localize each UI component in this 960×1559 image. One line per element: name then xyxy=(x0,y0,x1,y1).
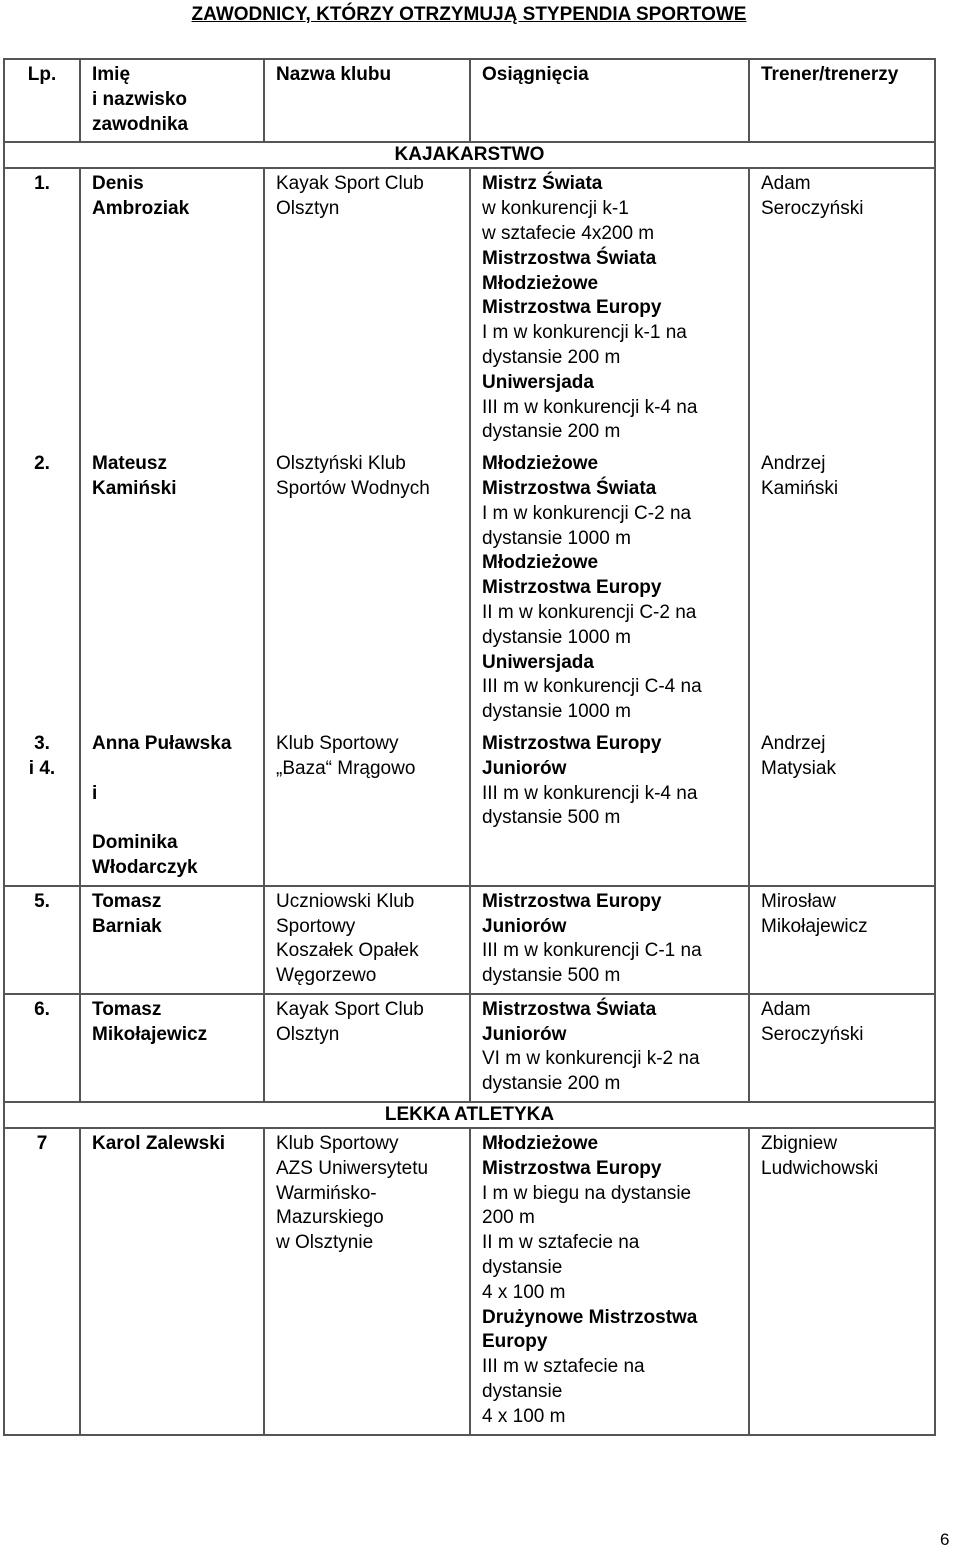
cell-lp xyxy=(4,886,80,994)
header-name xyxy=(80,59,264,142)
achievement-line: w sztafecie 4x200 m xyxy=(482,222,655,244)
club-line: w Olsztynie xyxy=(276,1232,374,1254)
achievement-line: Mistrzostwa Świata xyxy=(482,998,657,1020)
lp-line: 2. xyxy=(34,453,50,475)
achievement-line: dystansie 200 m xyxy=(482,1073,621,1095)
achievement-line: Młodzieżowe xyxy=(482,552,599,574)
achievement-line: dystansie 500 m xyxy=(482,965,621,987)
athlete-name-line: Karol Zalewski xyxy=(92,1133,226,1155)
club-line: Uczniowski Klub xyxy=(276,890,415,912)
coach-line: Zbigniew xyxy=(761,1133,838,1155)
achievement-line: Drużynowe Mistrzostwa xyxy=(482,1306,698,1328)
table-row xyxy=(4,168,935,449)
club-line: Kayak Sport Club xyxy=(276,998,424,1020)
achievement-line: Europy xyxy=(482,1331,548,1353)
page-number: 6 xyxy=(940,1530,950,1549)
coach-line: Seroczyński xyxy=(761,198,864,220)
achievement-line: III m w konkurencji k-4 na xyxy=(482,396,698,418)
cell-coach xyxy=(749,168,935,449)
coach-line: Andrzej xyxy=(761,732,826,754)
athlete-name-line: Dominika xyxy=(92,832,178,854)
cell-lp xyxy=(4,449,80,729)
achievement-line: Młodzieżowe xyxy=(482,1133,599,1155)
club-line: Mazurskiego xyxy=(276,1207,384,1229)
achievement-line: Uniwersjada xyxy=(482,371,594,393)
achievement-line: Mistrzostwa Europy xyxy=(482,577,662,599)
header-name-line: i nazwisko xyxy=(92,88,188,110)
header-achievements: Osiągnięcia xyxy=(470,59,749,142)
cell-club xyxy=(264,994,470,1102)
cell-athlete-name xyxy=(80,729,264,886)
athlete-name-line: Denis xyxy=(92,173,144,195)
achievement-line: III m w sztafecie na xyxy=(482,1356,645,1378)
club-line: Olsztyn xyxy=(276,1023,340,1045)
club-line: Koszałek Opałek xyxy=(276,940,419,962)
achievement-line: w konkurencji k-1 xyxy=(482,198,629,220)
table-row xyxy=(4,449,935,729)
cell-lp xyxy=(4,994,80,1102)
cell-lp xyxy=(4,1128,80,1435)
achievement-line: Mistrzostwa Świata xyxy=(482,477,657,499)
coach-line: Adam xyxy=(761,173,811,195)
cell-achievements xyxy=(470,168,749,449)
lp-line: 5. xyxy=(34,890,50,912)
achievement-line: Juniorów xyxy=(482,757,567,779)
cell-achievements xyxy=(470,994,749,1102)
achievement-line: I m w konkurencji C-2 na xyxy=(482,502,692,524)
club-line: Kayak Sport Club xyxy=(276,173,424,195)
achievement-line: 4 x 100 m xyxy=(482,1405,566,1427)
scholarship-table xyxy=(3,58,936,1436)
athlete-name-line: Barniak xyxy=(92,915,162,937)
athlete-name-line: Tomasz xyxy=(92,998,162,1020)
table-body xyxy=(4,142,935,1434)
cell-club xyxy=(264,729,470,886)
club-line: Klub Sportowy xyxy=(276,1133,399,1155)
header-row xyxy=(4,59,935,142)
achievement-line: Mistrzostwa Europy xyxy=(482,1157,662,1179)
cell-club xyxy=(264,168,470,449)
achievement-line: dystansie 1000 m xyxy=(482,626,631,648)
club-line: Węgorzewo xyxy=(276,965,377,987)
achievement-line: dystansie 200 m xyxy=(482,346,621,368)
cell-athlete-name xyxy=(80,1128,264,1435)
club-line: Sportowy xyxy=(276,915,356,937)
achievement-line: III m w konkurencji C-1 na xyxy=(482,940,702,962)
club-line: „Baza“ Mrągowo xyxy=(276,757,416,779)
cell-coach xyxy=(749,449,935,729)
cell-achievements xyxy=(470,729,749,886)
club-line: AZS Uniwersytetu xyxy=(276,1157,429,1179)
athlete-name-line: Włodarczyk xyxy=(92,856,198,878)
cell-achievements xyxy=(470,1128,749,1435)
cell-coach xyxy=(749,729,935,886)
achievement-line: Mistrzostwa Europy xyxy=(482,297,662,319)
header-coach: Trener/trenerzy xyxy=(749,59,935,142)
achievement-line: 4 x 100 m xyxy=(482,1281,566,1303)
achievement-line: Juniorów xyxy=(482,1023,567,1045)
athlete-name-line xyxy=(92,806,255,831)
cell-lp xyxy=(4,729,80,886)
achievement-line: dystansie xyxy=(482,1381,563,1403)
achievement-line: dystansie 500 m xyxy=(482,807,621,829)
achievement-line: dystansie 200 m xyxy=(482,421,621,443)
achievement-line: Mistrz Świata xyxy=(482,173,603,195)
coach-line: Seroczyński xyxy=(761,1023,864,1045)
cell-lp xyxy=(4,168,80,449)
achievement-line: Uniwersjada xyxy=(482,651,594,673)
athlete-name-line: Ambroziak xyxy=(92,198,190,220)
coach-line: Matysiak xyxy=(761,757,836,779)
athlete-name-line: Tomasz xyxy=(92,890,162,912)
achievement-line: III m w konkurencji C-4 na xyxy=(482,676,702,698)
section-row xyxy=(4,1102,935,1128)
club-line: Warmińsko- xyxy=(276,1182,377,1204)
athlete-name-line: Kamiński xyxy=(92,477,177,499)
club-line: Olsztyński Klub xyxy=(276,453,406,475)
section-row xyxy=(4,142,935,168)
table-row xyxy=(4,994,935,1102)
table-row xyxy=(4,886,935,994)
page-title: ZAWODNICY, KTÓRZY OTRZYMUJĄ STYPENDIA SPORTOWE xyxy=(191,4,747,25)
cell-club xyxy=(264,1128,470,1435)
section-heading: KAJAKARSTWO xyxy=(4,142,935,168)
cell-coach xyxy=(749,1128,935,1435)
achievement-line: II m w sztafecie na xyxy=(482,1232,640,1254)
header-club: Nazwa klubu xyxy=(264,59,470,142)
cell-club xyxy=(264,449,470,729)
cell-coach xyxy=(749,886,935,994)
achievement-line: 200 m xyxy=(482,1207,535,1229)
achievement-line: Juniorów xyxy=(482,915,567,937)
achievement-line: Młodzieżowe xyxy=(482,453,599,475)
header-name-line: zawodnika xyxy=(92,113,189,135)
achievement-line: Mistrzostwa Europy xyxy=(482,890,662,912)
achievement-line: VI m w konkurencji k-2 na xyxy=(482,1048,700,1070)
achievement-line: Mistrzostwa Świata xyxy=(482,247,657,269)
header-lp: Lp. xyxy=(4,59,80,142)
coach-line: Ludwichowski xyxy=(761,1157,879,1179)
lp-line: 6. xyxy=(34,998,50,1020)
cell-achievements xyxy=(470,886,749,994)
club-line: Sportów Wodnych xyxy=(276,477,430,499)
achievement-line: dystansie xyxy=(482,1257,563,1279)
lp-line: 1. xyxy=(34,173,50,195)
achievement-line: dystansie 1000 m xyxy=(482,527,631,549)
cell-athlete-name xyxy=(80,168,264,449)
achievement-line: I m w biegu na dystansie xyxy=(482,1182,692,1204)
coach-line: Mikołajewicz xyxy=(761,915,868,937)
cell-coach xyxy=(749,994,935,1102)
cell-athlete-name xyxy=(80,994,264,1102)
athlete-name-line: Mateusz xyxy=(92,453,167,475)
achievement-line: III m w konkurencji k-4 na xyxy=(482,782,698,804)
lp-line: 3. xyxy=(34,732,50,754)
cell-achievements xyxy=(470,449,749,729)
achievement-line: Młodzieżowe xyxy=(482,272,599,294)
achievement-line: II m w konkurencji C-2 na xyxy=(482,601,697,623)
lp-line: i 4. xyxy=(28,757,56,779)
coach-line: Andrzej xyxy=(761,453,826,475)
table-row xyxy=(4,729,935,886)
achievement-line: Mistrzostwa Europy xyxy=(482,732,662,754)
club-line: Klub Sportowy xyxy=(276,732,399,754)
club-line: Olsztyn xyxy=(276,198,340,220)
athlete-name-line xyxy=(92,757,255,782)
header-name-line: Imię xyxy=(92,64,131,85)
athlete-name-line: Mikołajewicz xyxy=(92,1023,208,1045)
achievement-line: I m w konkurencji k-1 na xyxy=(482,322,687,344)
coach-line: Kamiński xyxy=(761,477,839,499)
cell-club xyxy=(264,886,470,994)
lp-line: 7 xyxy=(36,1133,48,1155)
coach-line: Mirosław xyxy=(761,890,836,912)
achievement-line: dystansie 1000 m xyxy=(482,701,631,723)
coach-line: Adam xyxy=(761,998,811,1020)
table-row xyxy=(4,1128,935,1435)
athlete-name-line: Anna Puławska xyxy=(92,732,232,754)
section-heading: LEKKA ATLETYKA xyxy=(4,1102,935,1128)
athlete-name-line: i xyxy=(92,782,98,804)
cell-athlete-name xyxy=(80,886,264,994)
cell-athlete-name xyxy=(80,449,264,729)
